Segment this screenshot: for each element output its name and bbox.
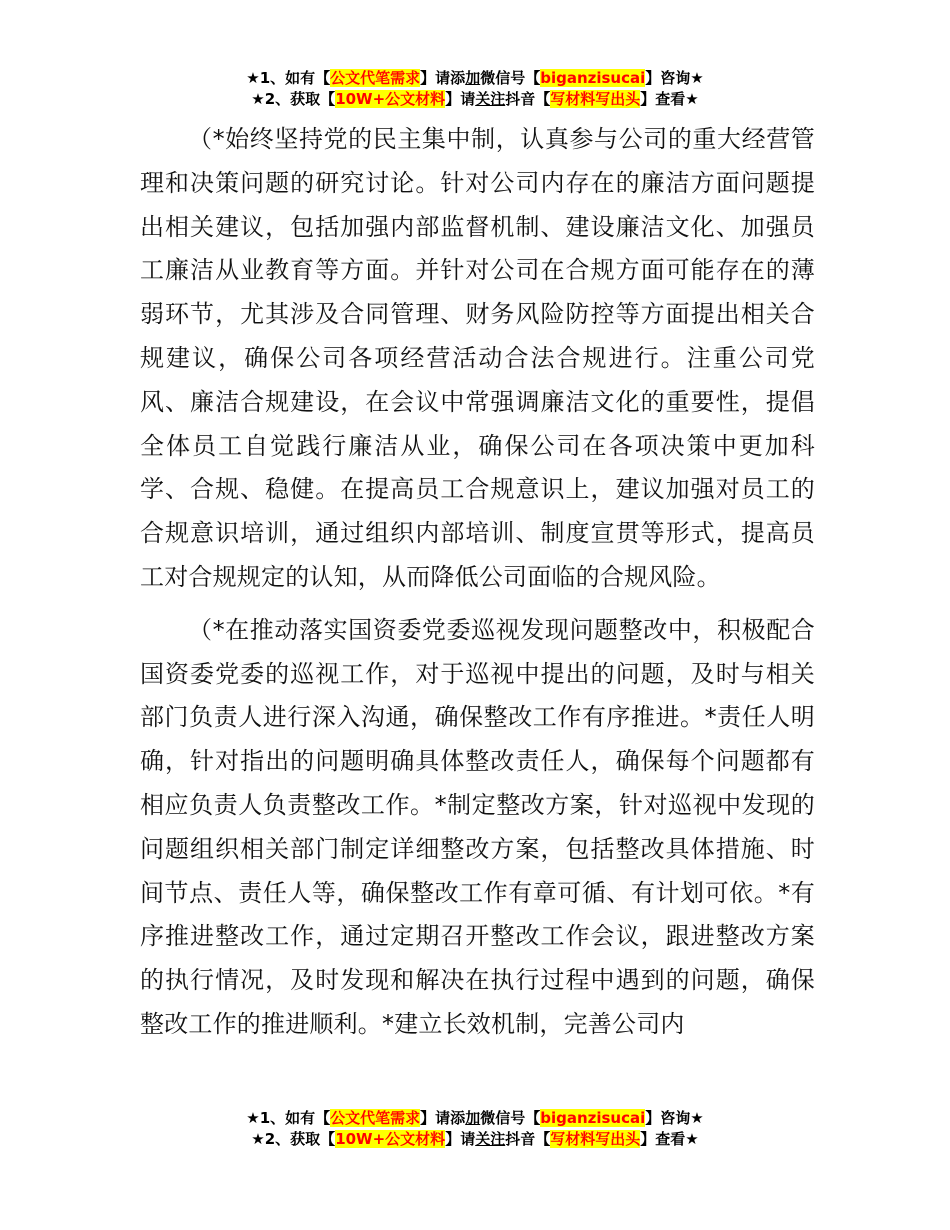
footer-banner-line-1: ★1、如有【公文代笔需求】请添加微信号【biganzisucai】咨询★	[246, 1109, 704, 1127]
header-highlight-ghostwriting: 公文代笔需求	[330, 69, 421, 87]
footer-highlight-wechat-id: biganzisucai	[540, 1109, 646, 1127]
header-highlight-wechat-id: biganzisucai	[540, 69, 646, 87]
footer-highlight-ghostwriting: 公文代笔需求	[330, 1109, 421, 1127]
header-banner	[0, 68, 950, 110]
footer-banner-line-2: ★2、获取【10W+公文材料】请关注抖音【写材料写出头】查看★	[251, 1130, 699, 1148]
header-highlight-douyin-account: 写材料写出头	[550, 90, 641, 108]
body-paragraph-1: （*始终坚持党的民主集中制，认真参与公司的重大经营管理和决策问题的研究讨论。针对公司内存在的廉洁方面问题提出相关建议，包括加强内部监督机制、建设廉洁文化、加强员工廉洁从业教育等方面。并针对公司在合规方面可能存在的薄弱环节，尤其涉及合同管理、财务风险防控等方面提出相关合规建议，确保公司各项经营活动合法合规进行。注重公司党风、廉洁合规建设，在会议中常强调廉洁文化的重要性，提倡全体员工自觉践行廉洁从业，确保公司在各项决策中更加科学、合规、稳健。在提高员工合规意识上，建议加强对员工的合规意识培训，通过组织内部培训、制度宣贯等形式，提高员工对合规规定的认知，从而降低公司面临的合规风险。	[140, 125, 815, 591]
document-body	[140, 118, 815, 1047]
footer-highlight-materials: 10W+公文材料	[335, 1130, 446, 1148]
header-highlight-materials: 10W+公文材料	[335, 90, 446, 108]
footer-highlight-douyin-account: 写材料写出头	[550, 1130, 641, 1148]
footer-banner	[0, 1108, 950, 1150]
body-paragraph-2: （*在推动落实国资委党委巡视发现问题整改中，积极配合国资委党委的巡视工作，对于巡视中提出的问题，及时与相关部门负责人进行深入沟通，确保整改工作有序推进。*责任人明确，针对指出的问题明确具体整改责任人，确保每个问题都有相应负责人负责整改工作。*制定整改方案，针对巡视中发现的问题组织相关部门制定详细整改方案，包括整改具体措施、时间节点、责任人等，确保整改工作有章可循、有计划可依。*有序推进整改工作，通过定期召开整改工作会议，跟进整改方案的执行情况，及时发现和解决在执行过程中遇到的问题，确保整改工作的推进顺利。*建立长效机制，完善公司内	[140, 615, 815, 1038]
header-banner-line-1: ★1、如有【公文代笔需求】请添加微信号【biganzisucai】咨询★	[246, 69, 704, 87]
header-banner-line-2: ★2、获取【10W+公文材料】请关注抖音【写材料写出头】查看★	[251, 90, 699, 108]
